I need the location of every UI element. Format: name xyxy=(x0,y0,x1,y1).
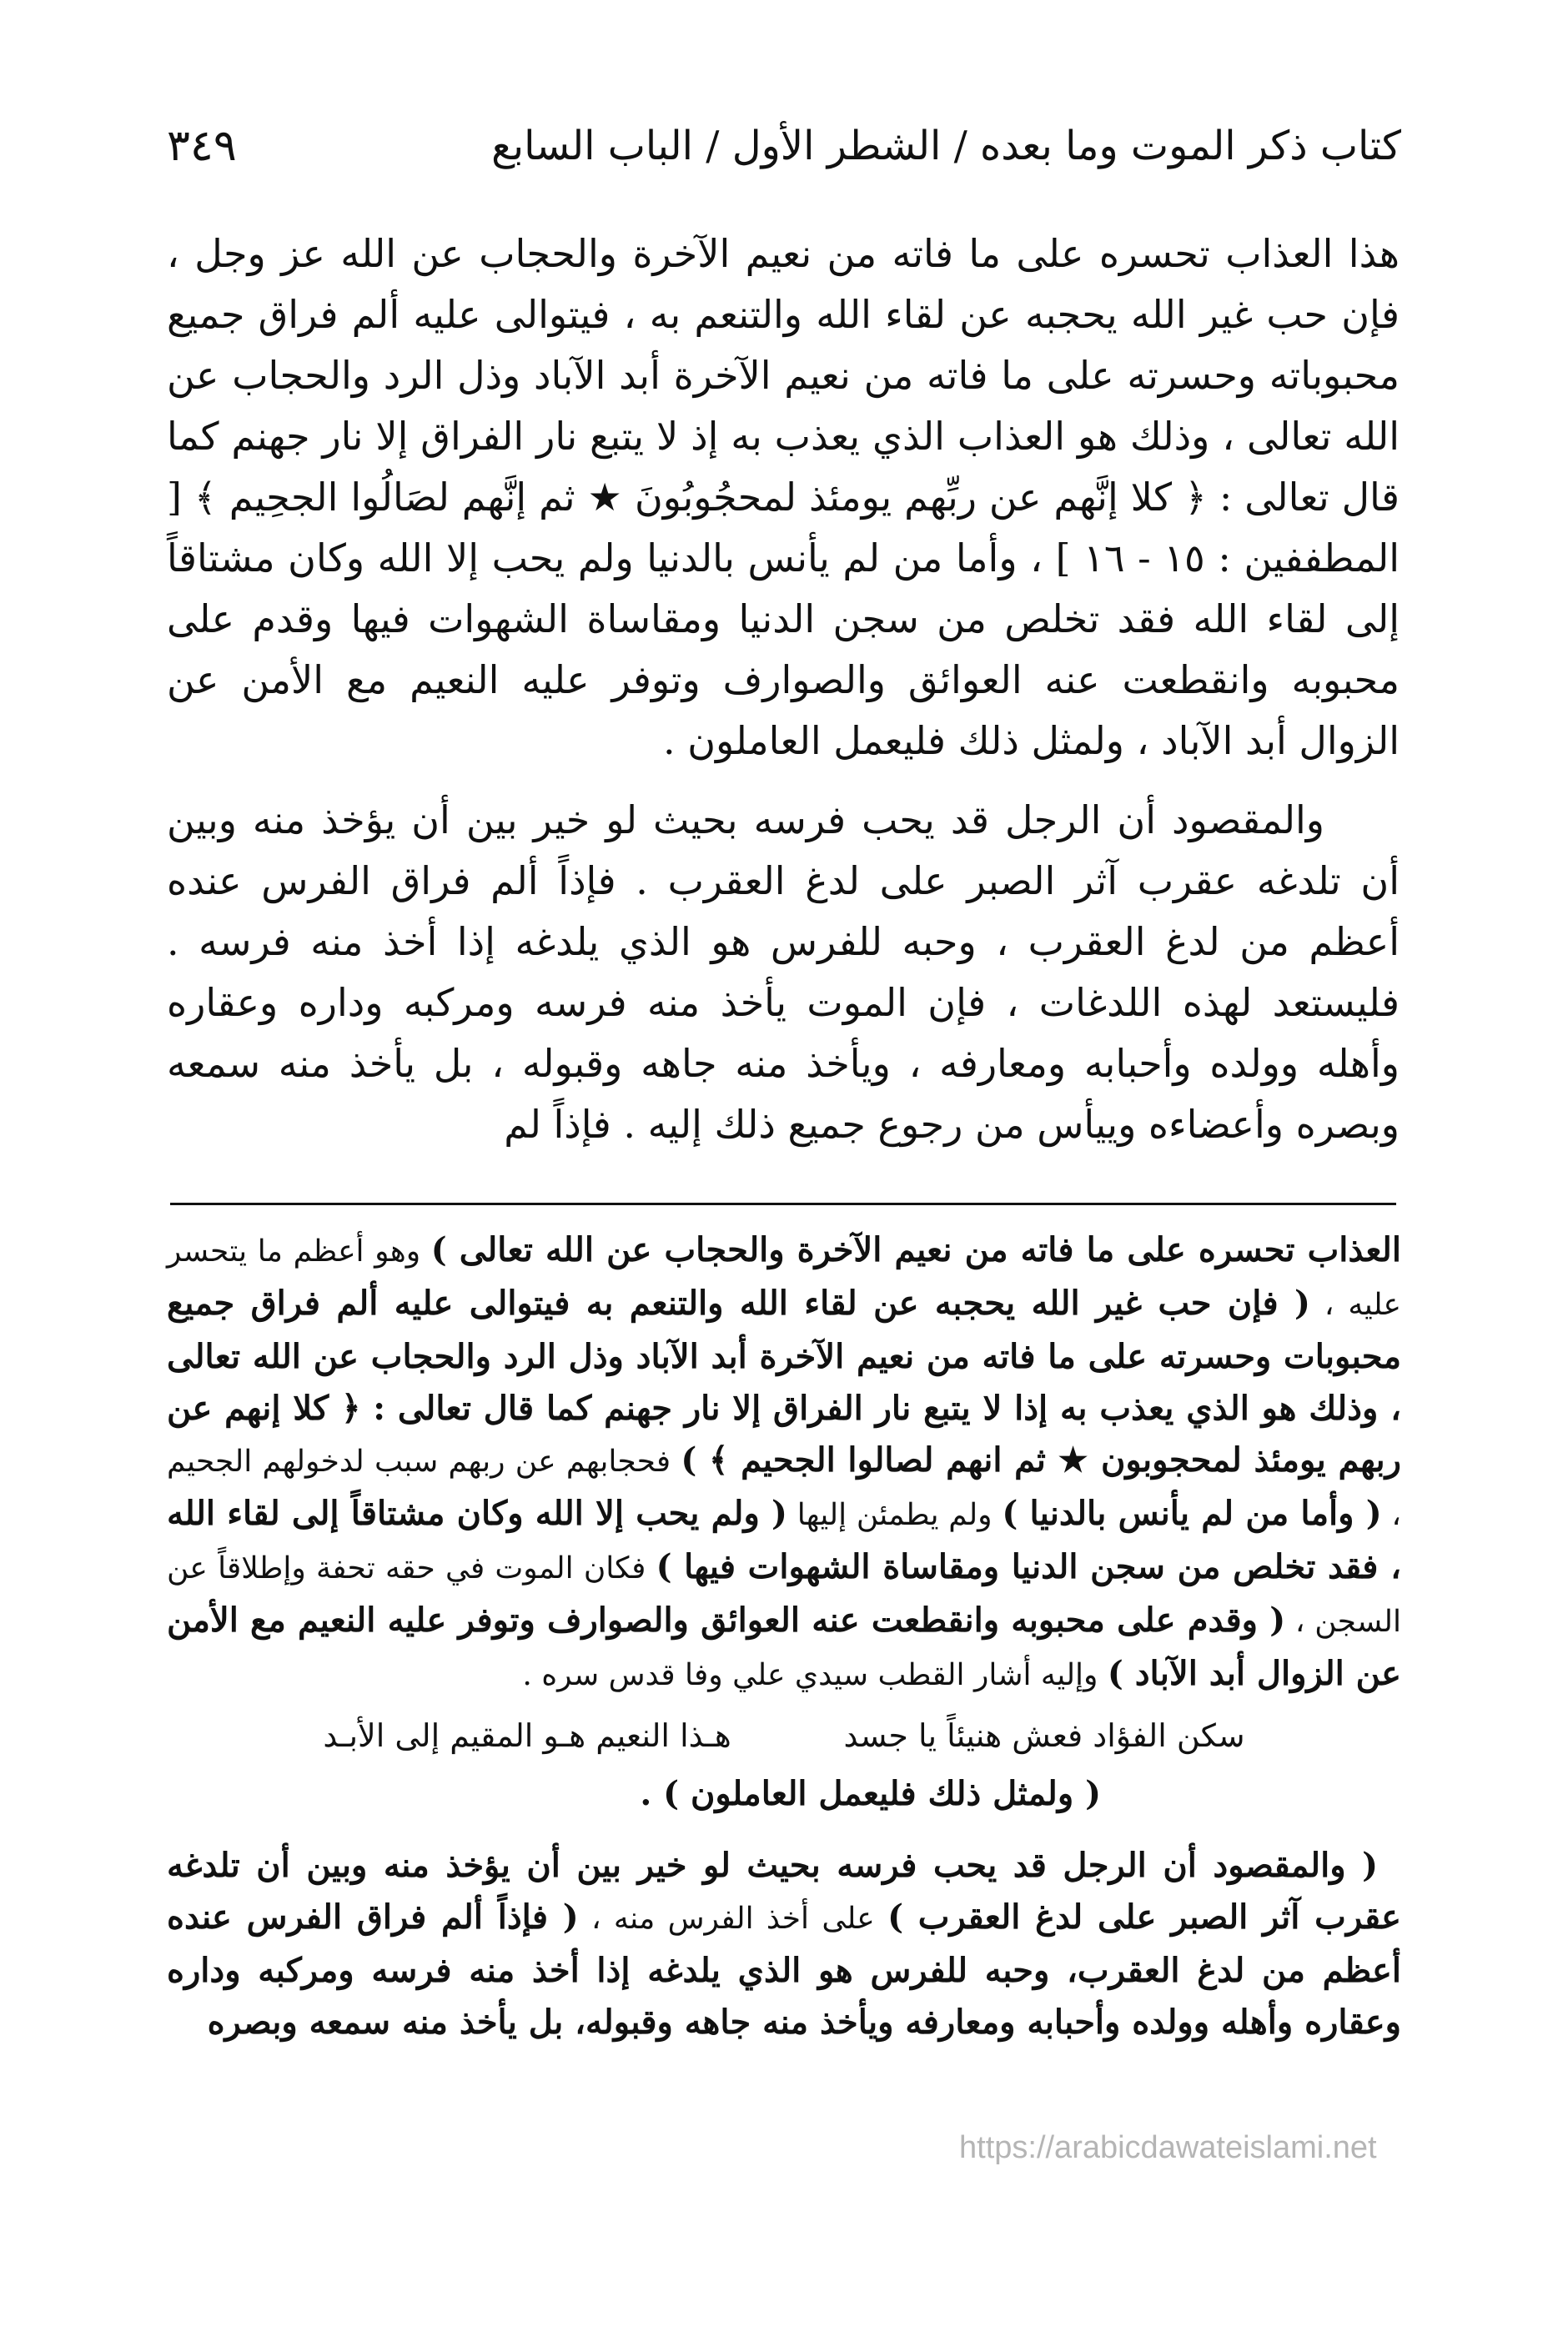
main-paragraph-1: هذا العذاب تحسره على ما فاته من نعيم الآخرة والحجاب عن الله عز وجل ، فإن حب غير الله يحجبه عن لقاء الله والتنعم به ، فيتوالى عليه ألم فراق جميع محبوباته وحسرته على ما فاته من نعيم الآخرة أبد الآباد وذل الرد والحجاب عن الله تعالى ، وذلك هو العذاب الذي يعذب به إذ لا يتبع نار الفراق إلا نار جهنم كما قال تعالى : ﴿ كلا إنَّهم عن ربِّهم يومئذ لمحجُوبُونَ ★ ثم إنَّهم لصَالُوا الجحِيم ﴾ [ المطففين : ١٥ - ١٦ ] ، وأما من لم يأنس بالدنيا ولم يحب إلا الله وكان مشتاقاً إلى لقاء الله فقد تخلص من سجن الدنيا ومقاساة الشهوات فيها وقدم على محبوبه وانقطعت عنه العوائق والصوارف وتوفر عليه النعيم مع الأمن عن الزوال أبد الآباد ، ولمثل ذلك فليعمل العاملون . xyxy=(167,231,1400,763)
main-text xyxy=(167,224,1400,1155)
commentary-segment: العذاب تحسره على ما فاته من نعيم الآخرة والحجاب عن الله تعالى ) xyxy=(430,1230,1401,1269)
verse-hemistich-1: سكن الفؤاد فعش هنيئاً يا جسد xyxy=(843,1717,1245,1754)
commentary-segment: ولم يطمئن إليها xyxy=(787,1498,1003,1532)
running-title: كتاب ذكر الموت وما بعده / الشطر الأول / الباب السابع xyxy=(491,123,1401,169)
commentary-closing: ( ولمثل ذلك فليعمل العاملون ) . xyxy=(640,1774,1101,1813)
commentary-segment: وهو أعظم ما يتحسر عليه ، xyxy=(167,1234,1401,1322)
commentary-segment: ( وقدم على محبوبه وانقطعت عنه العوائق والصوارف وتوفر عليه النعيم مع الأمن عن الزوال أبد الآباد ) xyxy=(167,1601,1401,1693)
commentary-segment: ( ولم يحب إلا الله وكان مشتاقاً إلى لقاء الله ، فقد تخلص من سجن الدنيا ومقاساة الشهوات فيها ) xyxy=(167,1494,1402,1586)
commentary-segment: فكان الموت في حقه تحفة وإطلاقاً عن السجن ، xyxy=(167,1551,1402,1639)
commentary-segment: وإليه أشار القطب سيدي علي وفا قدس سره . xyxy=(522,1658,1108,1692)
commentary-segment: ( والمقصود أن الرجل قد يحب فرسه بحيث لو خير بين أن يؤخذ منه وبين أن تلدغه عقرب آثر الصبر على لدغ العقرب ) xyxy=(167,1846,1402,1937)
page-number: ٣٤٩ xyxy=(167,121,237,171)
poetry-verse xyxy=(267,1710,1301,1762)
commentary-segment: ( وأما من لم يأنس بالدنيا ) xyxy=(1002,1494,1382,1533)
watermark-url: https://arabicdawateislami.net xyxy=(959,2130,1377,2165)
verse-hemistich-2: هـذا النعيم هـو المقيم إلى الأبـد xyxy=(323,1717,731,1754)
commentary-segment: ( فإذاً ألم فراق الفرس عنده أعظم من لدغ العقرب، وحبه للفرس هو الذي يلدغه إذا أخذ منه فرسه ومركبه وداره وعقاره وأهله وولده وأحبابه ومعارفه ويأخذ منه جاهه وقبوله، بل يأخذ منه سمعه وبصره xyxy=(167,1897,1401,2042)
main-paragraph-2: والمقصود أن الرجل قد يحب فرسه بحيث لو خير بين أن يؤخذ منه وبين أن تلدغه عقرب آثر الصبر على لدغ العقرب . فإذاً ألم فراق الفرس عنده أعظم من لدغ العقرب ، وحبه للفرس هو الذي يلدغه إذا أخذ منه فرسه . فليستعد لهذه اللدغات ، فإن الموت يأخذ منه فرسه ومركبه وداره وعقاره وأهله وولده وأحبابه ومعارفه ، ويأخذ منه جاهه وقبوله ، بل يأخذ منه سمعه وبصره وأعضاءه وييأس من رجوع جميع ذلك إليه . فإذاً لم xyxy=(167,797,1400,1147)
commentary-paragraph-1 xyxy=(167,1224,1401,1701)
divider-rule xyxy=(170,1203,1396,1205)
commentary-segment: فحجابهم عن ربهم سبب لدخولهم الجحيم ، xyxy=(167,1445,1402,1532)
page-header xyxy=(167,108,1401,183)
commentary-section xyxy=(167,1224,1401,2048)
commentary-segment: على أخذ الفرس منه ، xyxy=(578,1902,888,1936)
commentary-segment: ( فإن حب غير الله يحجبه عن لقاء الله والتنعم به فيتوالى عليه ألم فراق جميع محبوبات وحسرته على ما فاته من نعيم الآخرة أبد الآباد وذل الرد والحجاب عن الله تعالى ، وذلك هو الذي يعذب به إذا لا يتبع نار الفراق إلا نار جهنم كما قال تعالى : ﴿ كلا إنهم عن ربهم يومئذ لمحجوبون ★ ثم انهم لصالوا الجحيم ﴾ ) xyxy=(167,1284,1401,1480)
commentary-paragraph-2 xyxy=(167,1840,1401,2048)
